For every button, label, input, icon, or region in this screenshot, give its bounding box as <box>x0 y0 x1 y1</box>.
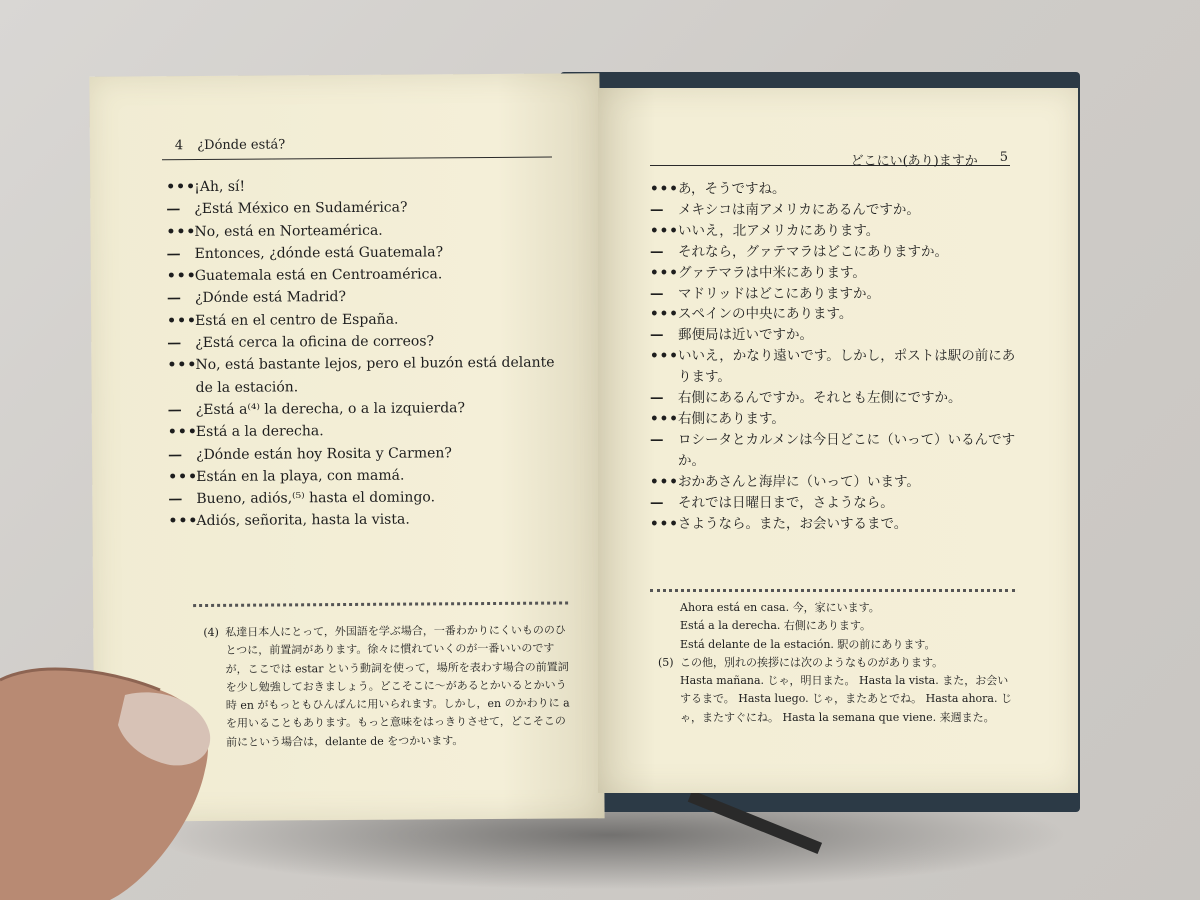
speaker-marker: — <box>650 201 665 218</box>
footnote-number: (4) <box>203 625 219 640</box>
dialog-line <box>650 325 1020 346</box>
dialog-text: それなら，グァテマラはどこにありますか。 <box>678 243 948 260</box>
speaker-marker: — <box>166 201 182 218</box>
header-rule <box>162 157 552 161</box>
left-page-header <box>175 136 550 154</box>
dialog-line <box>650 409 1020 430</box>
dialog-line <box>168 396 568 421</box>
dialog-line <box>650 200 1020 221</box>
spanish-dialog <box>166 173 568 533</box>
speaker-marker: — <box>650 285 665 302</box>
dialog-text: ¿Dónde están hoy Rosita y Carmen? <box>195 444 452 463</box>
dialog-text: ¡Ah, sí! <box>194 178 246 196</box>
dialog-line <box>168 508 568 533</box>
dialog-text: Adiós, señorita, hasta la vista. <box>196 512 410 530</box>
dialog-line <box>167 240 567 265</box>
dialog-text: 右側にあるんですか。それとも左側にですか。 <box>678 390 962 407</box>
footnote-text: Está a la derecha. 右側にあります。 <box>680 619 872 633</box>
right-page <box>598 88 1078 793</box>
dialog-line <box>166 196 566 221</box>
page-number: 4 <box>174 138 184 154</box>
footnote-number <box>658 599 680 617</box>
dialog-text: Está en el centro de España. <box>195 311 399 329</box>
dialog-line <box>650 221 1020 242</box>
page-number: 5 <box>999 150 1008 165</box>
speaker-marker: — <box>166 246 182 263</box>
dialog-text: あ，そうですね。 <box>678 181 786 197</box>
header-rule <box>650 165 1010 166</box>
dialog-text: ロシータとカルメンは今日どこに（いって）いるんですか。 <box>678 431 1016 469</box>
dialog-line <box>650 263 1020 284</box>
dialog-text: Están en la playa, con mamá. <box>196 467 405 485</box>
dialog-text: グァテマラは中米にあります。 <box>678 264 866 281</box>
dialog-line <box>166 173 566 198</box>
footnote-row <box>658 654 1018 672</box>
speaker-marker: ••• <box>650 473 679 490</box>
dialog-line <box>650 493 1020 514</box>
footnote <box>203 621 574 752</box>
dialog-text: No, está bastante lejos, pero el buzón está delante de la estación. <box>195 354 555 396</box>
footnote-row <box>658 672 1018 727</box>
dialog-text: おかあさんと海岸に（いって）います。 <box>678 473 920 490</box>
dialog-text: Está a la derecha. <box>195 423 324 441</box>
dialog-text: 郵便局は近いですか。 <box>678 327 813 344</box>
dialog-text: ¿Está cerca la oficina de correos? <box>195 333 435 352</box>
dialog-line <box>167 307 567 332</box>
dialog-line <box>650 242 1020 263</box>
dialog-text: いいえ，かなり遠いです。しかし，ポストは駅の前にあります。 <box>678 348 1016 386</box>
speaker-marker: ••• <box>166 179 197 196</box>
footnote-row <box>658 617 1018 635</box>
speaker-marker: — <box>650 431 665 448</box>
footnote-text: Está delante de la estación. 駅の前にあります。 <box>680 637 936 651</box>
dialog-text: スペインの中央にあります。 <box>678 306 853 323</box>
dialog-text: ¿Está México en Sudamérica? <box>194 199 408 218</box>
speaker-marker: — <box>650 327 665 344</box>
running-title: どこにい(あり)ますか <box>850 154 978 169</box>
speaker-marker: ••• <box>650 515 679 532</box>
dialog-line <box>650 346 1020 388</box>
speaker-marker: — <box>167 402 183 419</box>
dialog-line <box>168 419 568 444</box>
speaker-marker: ••• <box>650 181 679 197</box>
dialog-line <box>168 463 568 488</box>
footnote-text: Ahora está en casa. 今，家にいます。 <box>680 601 880 614</box>
speaker-marker: ••• <box>650 264 679 281</box>
speaker-marker: — <box>166 290 183 307</box>
speaker-marker: ••• <box>650 306 679 323</box>
dialog-text: Entonces, ¿dónde está Guatemala? <box>194 244 444 262</box>
dialog-line <box>650 179 1020 200</box>
speaker-marker: — <box>650 243 665 260</box>
dialog-line <box>168 486 568 511</box>
dialog-line <box>167 330 567 355</box>
footnote-row <box>658 599 1018 617</box>
speaker-marker: ••• <box>167 424 198 441</box>
speaker-marker: ••• <box>168 468 199 486</box>
footnote-number <box>658 636 680 654</box>
footnote-text: Hasta mañana. じゃ，明日また。 Hasta la vista. また，お会いするまで。 Hasta luego. じゃ，またあとでね。 Hasta ahora. じゃ，またすぐにね。 Hasta la semana que viene. 来週また。 <box>680 674 1012 724</box>
footnote-row <box>658 636 1018 654</box>
speaker-marker: ••• <box>650 410 679 427</box>
footnote-divider <box>193 601 568 607</box>
dialog-text: さようなら。また，お会いするまで。 <box>678 515 908 532</box>
dialog-text: No, está en Norteamérica. <box>194 222 383 240</box>
dialog-line <box>167 285 567 310</box>
dialog-text: いいえ，北アメリカにあります。 <box>678 222 880 239</box>
speaker-marker: ••• <box>166 223 197 240</box>
dialog-text: Bueno, adiós,⁽⁵⁾ hasta el domingo. <box>196 489 436 508</box>
speaker-marker: — <box>167 335 183 352</box>
footnote-text: 私達日本人にとって，外国語を学ぶ場合，一番わかりにくいもののひとつに，前置詞があります。徐々に慣れていくのが一番いいのですが，ここでは estar という動詞を使って，場所を表わす場合の前置詞を少し勉強しておきましょう。どこそこに〜があるとかいるとかいう時 en がもっともひんぱんに用いられます。しかし，en のかわりに a を用いることもあります。もっと意味をはっきりさせて，どこそこの前にという場合は，delante de をつかいます。 <box>225 623 570 749</box>
footnote-divider <box>650 589 1015 592</box>
right-page-header <box>653 150 1008 169</box>
speaker-marker: ••• <box>167 312 198 330</box>
speaker-marker: ••• <box>168 513 199 530</box>
speaker-marker: ••• <box>650 348 679 365</box>
thumb <box>0 650 230 900</box>
dialog-text: メキシコは南アメリカにあるんですか。 <box>678 201 920 218</box>
speaker-marker: — <box>650 494 665 511</box>
dialog-line <box>167 352 567 399</box>
dialog-line <box>167 263 567 288</box>
footnote-number: (5) <box>658 655 674 669</box>
speaker-marker: ••• <box>166 268 197 285</box>
speaker-marker: — <box>168 491 184 508</box>
speaker-marker: ••• <box>650 222 679 239</box>
footnotes <box>658 599 1018 727</box>
dialog-text: ¿Dónde está Madrid? <box>194 289 347 307</box>
dialog-line <box>650 430 1020 472</box>
dialog-line <box>650 284 1020 305</box>
footnote-number <box>658 617 680 635</box>
dialog-text: それでは日曜日まで，さようなら。 <box>678 494 894 511</box>
dialog-text: ¿Está a⁽⁴⁾ la derecha, o a la izquierda? <box>195 400 466 419</box>
speaker-marker: — <box>650 390 665 407</box>
dialog-text: 右側にあります。 <box>678 410 785 427</box>
footnote-text: この他，別れの挨拶には次のようなものがあります。 <box>680 655 944 669</box>
dialog-line <box>650 514 1020 535</box>
dialog-text: Guatemala está en Centroamérica. <box>194 266 443 285</box>
dialog-line <box>168 441 568 466</box>
dialog-text: マドリッドはどこにありますか。 <box>678 285 880 302</box>
speaker-marker: — <box>167 446 184 463</box>
dialog-line <box>650 388 1020 409</box>
speaker-marker: ••• <box>167 357 198 374</box>
dialog-line <box>166 218 566 243</box>
dialog-line <box>650 304 1020 325</box>
japanese-dialog <box>650 179 1020 534</box>
footnote-number <box>658 672 680 727</box>
running-title: ¿Dónde está? <box>197 137 286 154</box>
dialog-line <box>650 472 1020 493</box>
